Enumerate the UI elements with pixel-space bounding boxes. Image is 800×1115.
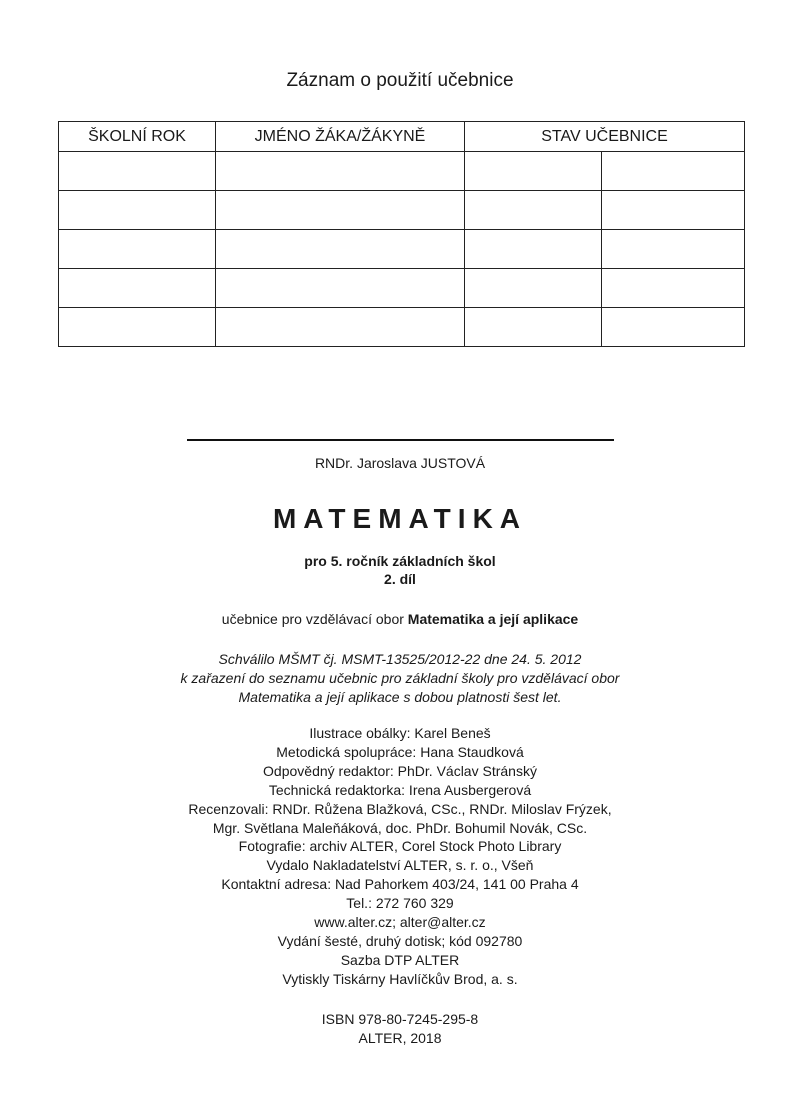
- usage-record-table: [58, 121, 745, 347]
- table-header-row: [59, 122, 745, 152]
- table-cell: [602, 152, 745, 191]
- credit-line: Technická redaktorka: Irena Ausbergerová: [268, 781, 532, 798]
- credits-block: [0, 724, 800, 989]
- table-cell: [465, 230, 602, 269]
- credit-line: Kontaktní adresa: Nad Pahorkem 403/24, 141 00 Praha 4: [221, 876, 579, 893]
- credit-line: Odpovědný redaktor: PhDr. Václav Stránský: [263, 762, 537, 779]
- table-cell: [59, 230, 216, 269]
- approval-line: k zařazení do seznamu učebnic pro základní školy pro vzdělávací obor: [180, 670, 620, 686]
- subject-name: Matematika a její aplikace: [407, 611, 579, 627]
- table-cell: [59, 152, 216, 191]
- table-row: [59, 152, 745, 191]
- horizontal-divider: [187, 439, 614, 441]
- credit-line: Ilustrace obálky: Karel Beneš: [309, 725, 491, 741]
- table-cell: [602, 308, 745, 347]
- credit-line: Tel.: 272 760 329: [346, 895, 454, 912]
- table-cell: [602, 191, 745, 230]
- credit-line: Recenzovali: RNDr. Růžena Blažková, CSc., RNDr. Miloslav Frýzek,: [188, 800, 612, 817]
- table-cell: [602, 269, 745, 308]
- subject-line: [0, 611, 800, 627]
- table-cell: [465, 308, 602, 347]
- subtitle-volume: 2. díl: [384, 571, 416, 587]
- credit-line: Metodická spolupráce: Hana Staudková: [276, 743, 524, 760]
- table-cell: [216, 230, 465, 269]
- table-cell: [465, 152, 602, 191]
- credit-line: Vydalo Nakladatelství ALTER, s. r. o., Všeň: [266, 857, 534, 874]
- table-cell: [59, 308, 216, 347]
- column-header-student-name: JMÉNO ŽÁKA/ŽÁKYNĚ: [216, 122, 465, 152]
- isbn: ISBN 978-80-7245-295-8: [321, 1011, 479, 1027]
- table-cell: [59, 269, 216, 308]
- table-row: [59, 269, 745, 308]
- credit-line: Mgr. Světlana Maleňáková, doc. PhDr. Bohumil Novák, CSc.: [212, 819, 588, 836]
- credit-line: Fotografie: archiv ALTER, Corel Stock Photo Library: [238, 838, 562, 855]
- column-header-school-year: ŠKOLNÍ ROK: [59, 122, 216, 152]
- table-cell: [602, 230, 745, 269]
- table-row: [59, 191, 745, 230]
- author-name: RNDr. Jaroslava JUSTOVÁ: [314, 455, 486, 471]
- table-row: [59, 230, 745, 269]
- credit-line: Vytiskly Tiskárny Havlíčkův Brod, a. s.: [282, 970, 518, 987]
- table-cell: [465, 191, 602, 230]
- approval-line: Matematika a její aplikace s dobou platnosti šest let.: [238, 689, 562, 705]
- credit-line: www.alter.cz; alter@alter.cz: [314, 914, 486, 931]
- subject-prefix: učebnice pro vzdělávací obor: [221, 611, 408, 627]
- credit-line: Vydání šesté, druhý dotisk; kód 092780: [277, 932, 523, 949]
- approval-line: Schválilo MŠMT čj. MSMT-13525/2012-22 dne 24. 5. 2012: [218, 651, 582, 667]
- approval-notice: [0, 650, 800, 707]
- book-title: MATEMATIKA: [272, 503, 528, 534]
- table-cell: [216, 308, 465, 347]
- table-cell: [216, 191, 465, 230]
- credit-line: Sazba DTP ALTER: [340, 951, 460, 968]
- table-cell: [465, 269, 602, 308]
- table-cell: [216, 152, 465, 191]
- book-subtitle: [0, 552, 800, 588]
- table-cell: [59, 191, 216, 230]
- table-cell: [216, 269, 465, 308]
- publisher-year: ALTER, 2018: [358, 1030, 442, 1046]
- isbn-block: [0, 1010, 800, 1048]
- record-title: Záznam o použití učebnice: [286, 70, 514, 91]
- subtitle-grade: pro 5. ročník základních škol: [304, 553, 496, 569]
- table-row: [59, 308, 745, 347]
- column-header-book-condition: STAV UČEBNICE: [465, 122, 745, 152]
